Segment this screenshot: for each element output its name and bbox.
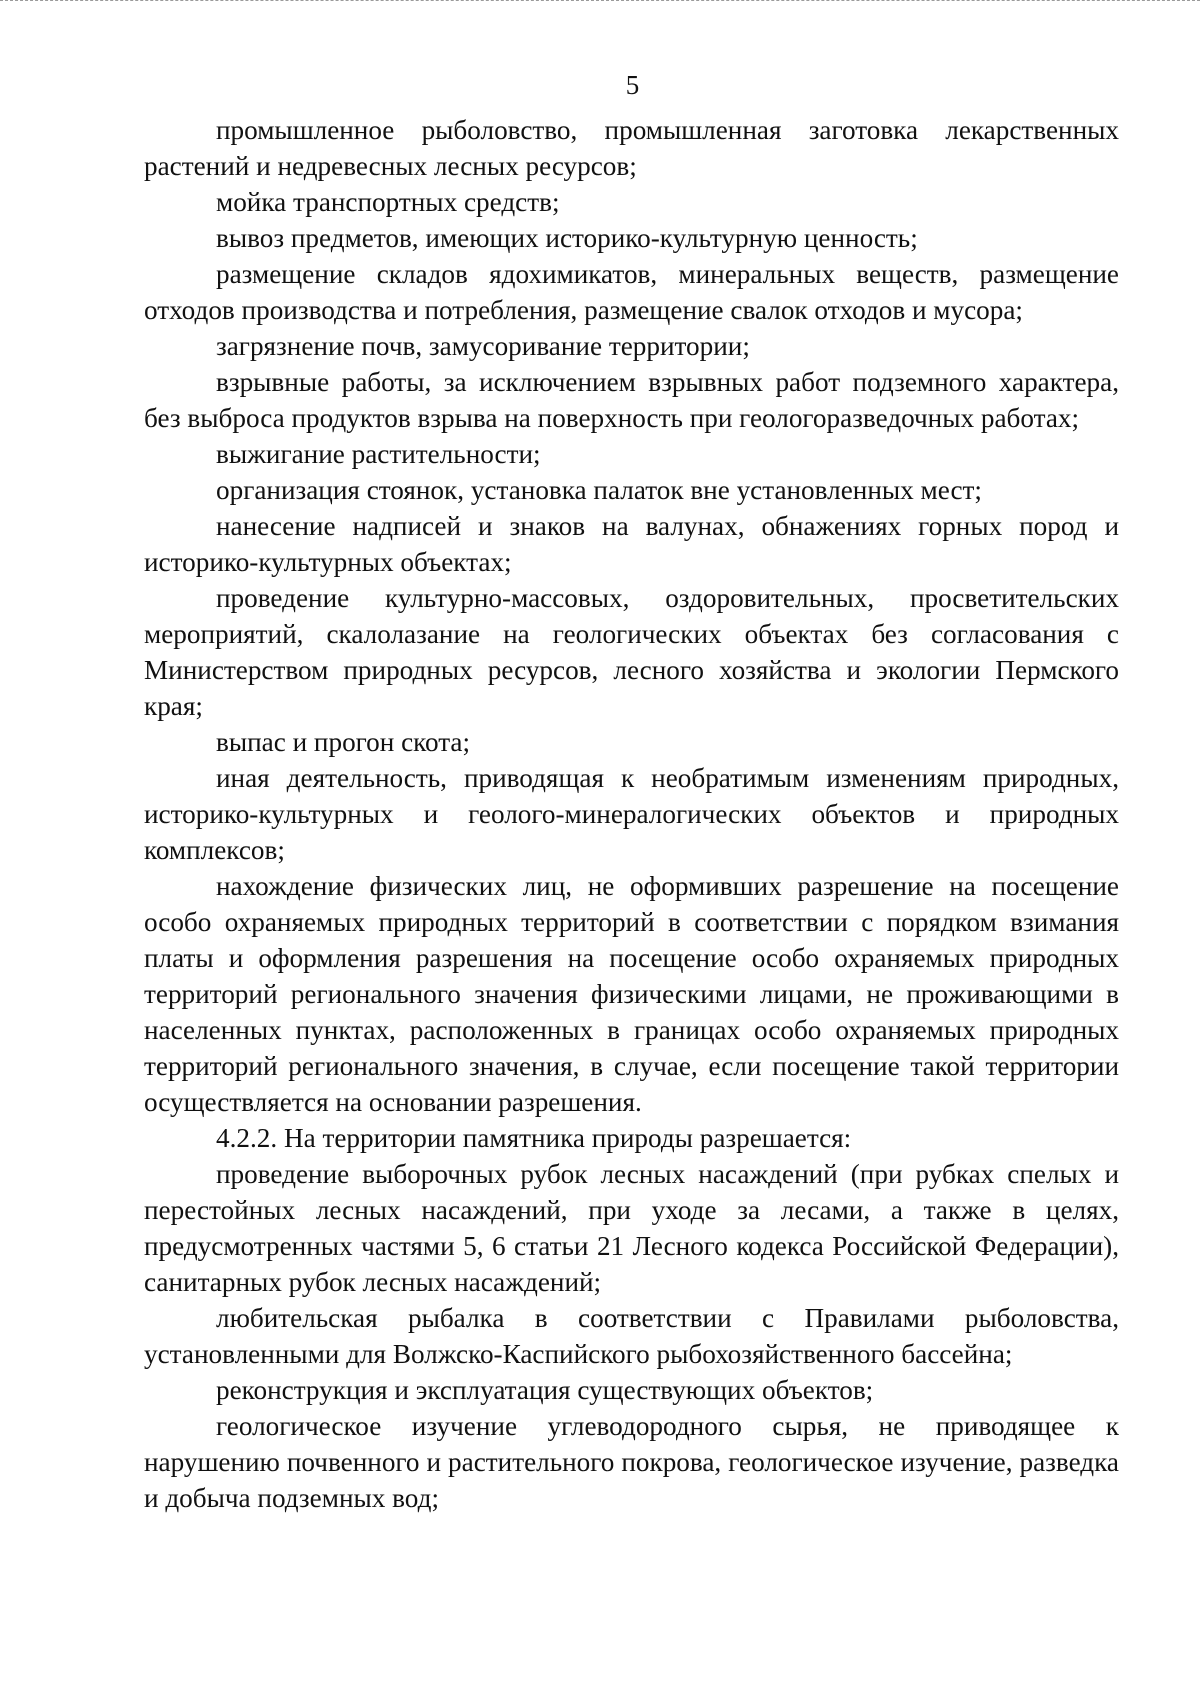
paragraph-blasting: взрывные работы, за исключением взрывных работ подземного характера, без выброса продуктов взрыва на поверхность при геологоразведочных работах;	[144, 367, 1119, 433]
paragraph-waste-storage: размещение складов ядохимикатов, минеральных веществ, размещение отходов производства и потребления, размещение свалок отходов и мусора;	[144, 259, 1119, 325]
paragraph-soil-pollution: загрязнение почв, замусоривание территории;	[216, 331, 750, 361]
page-top-edge	[0, 0, 1200, 3]
paragraph-commercial-fishing: промышленное рыболовство, промышленная заготовка лекарственных растений и недревесных лесных ресурсов;	[144, 115, 1119, 181]
paragraph-vehicle-washing: мойка транспортных средств;	[216, 187, 560, 217]
section-heading-4-2-2: 4.2.2. На территории памятника природы разрешается:	[216, 1123, 852, 1153]
paragraph-vegetation-burning: выжигание растительности;	[216, 439, 541, 469]
paragraph-geological-study: геологическое изучение углеводородного сырья, не приводящее к нарушению почвенного и растительного покрова, геологическое изучение, разведка и добыча подземных вод;	[144, 1411, 1119, 1513]
paragraph-livestock: выпас и прогон скота;	[216, 727, 471, 757]
paragraph-historical-items: вывоз предметов, имеющих историко-культурную ценность;	[216, 223, 918, 253]
paragraph-reconstruction: реконструкция и эксплуатация существующих объектов;	[216, 1375, 874, 1405]
paragraph-visitor-permit: нахождение физических лиц, не оформивших разрешение на посещение особо охраняемых природных территорий в соответствии с порядком взимания платы и оформления разрешения на посещение особо охраняемых природных территорий регионального значения физическими лицами, не проживающими в населенных пунктах, расположенных в границах особо охраняемых природных территорий регионального значения, в случае, если посещение такой территории осуществляется на основании разрешения.	[144, 871, 1119, 1117]
document-body	[144, 112, 1119, 1516]
paragraph-selective-logging: проведение выборочных рубок лесных насаждений (при рубках спелых и перестойных лесных насаждений, при уходе за лесами, а также в целях, предусмотренных частями 5, 6 статьи 21 Лесного кодекса Российской Федерации), санитарных рубок лесных насаждений;	[144, 1159, 1119, 1297]
paragraph-inscriptions: нанесение надписей и знаков на валунах, обнажениях горных пород и историко-культурных объектах;	[144, 511, 1119, 577]
paragraph-other-activity: иная деятельность, приводящая к необратимым изменениям природных, историко-культурных и геолого-минералогических объектов и природных комплексов;	[144, 763, 1119, 865]
paragraph-amateur-fishing: любительская рыбалка в соответствии с Правилами рыболовства, установленными для Волжско-Каспийского рыбохозяйственного бассейна;	[144, 1303, 1119, 1369]
page-number: 5	[625, 70, 640, 100]
paragraph-camping: организация стоянок, установка палаток вне установленных мест;	[216, 475, 982, 505]
paragraph-mass-events: проведение культурно-массовых, оздоровительных, просветительских мероприятий, скалолазание на геологических объектах без согласования с Министерством природных ресурсов, лесного хозяйства и экологии Пермского края;	[144, 583, 1119, 721]
